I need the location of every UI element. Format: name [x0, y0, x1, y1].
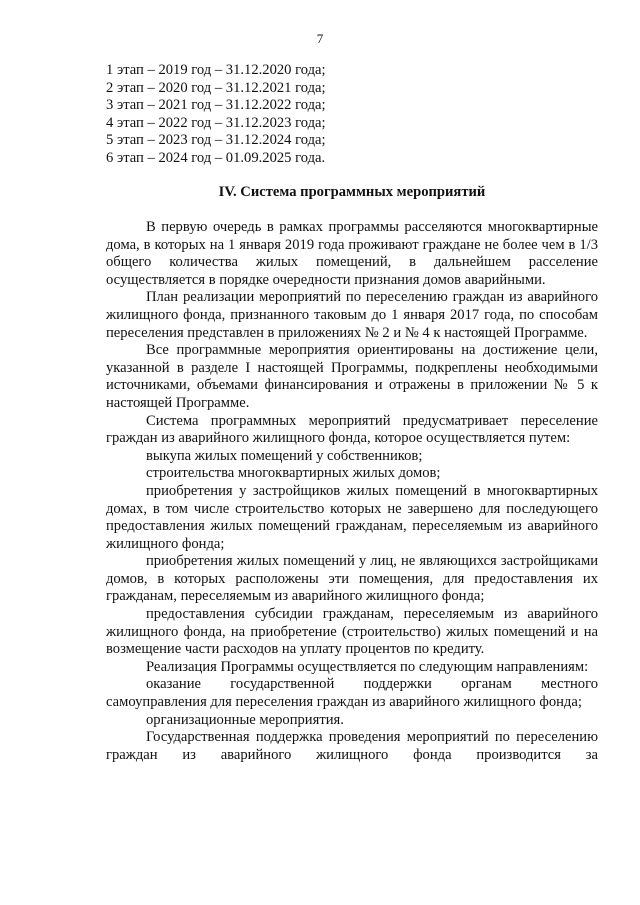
list-item: приобретения у застройщиков жилых помещений в многоквартирных домах, в том числе строительство которых не завершено для последующего предоставления жилых помещений гражданам, переселяемым из аварийного жилищного фонда;: [106, 482, 598, 552]
stage-item: 6 этап – 2024 год – 01.09.2025 года.: [106, 149, 326, 166]
paragraph: В первую очередь в рамках программы расселяются многоквартирные дома, в которых на 1 января 2019 года проживают граждане не более чем в 1/3 общего количества жилых помещений, в дальнейшем расселение осуществляется в порядке очередности признания домов аварийными.: [106, 219, 598, 288]
paragraph: Все программные мероприятия ориентированы на достижение цели, указанной в разделе I настоящей Программы, подкреплены необходимыми источниками, объемами финансирования и отражены в приложении № 5 к настоящей Программе.: [106, 342, 598, 411]
page-number: 7: [316, 31, 324, 46]
stage-list: [106, 62, 526, 168]
paragraph: Государственная поддержка проведения мероприятий по переселению граждан из аварийного жилищного фонда производится за: [106, 729, 598, 763]
list-item: предоставления субсидии гражданам, переселяемым из аварийного жилищного фонда, на приобретение (строительство) жилых помещений и на возмещение части расходов на уплату процентов по кредиту.: [106, 606, 598, 658]
stage-item: 1 этап – 2019 год – 31.12.2020 года;: [106, 62, 326, 78]
list-item: организационные мероприятия.: [146, 711, 344, 728]
section-heading: IV. Система программных мероприятий: [218, 184, 486, 200]
list-item: строительства многоквартирных жилых домов;: [146, 465, 441, 482]
paragraph: Система программных мероприятий предусматривает переселение граждан из аварийного жилищного фонда, которое осуществляется путем:: [106, 412, 598, 447]
stage-item: 3 этап – 2021 год – 31.12.2022 года;: [106, 97, 326, 114]
stage-item: 2 этап – 2020 год – 31.12.2021 года;: [106, 79, 326, 96]
list-item: оказание государственной поддержки органам местного самоуправления для переселения граждан из аварийного жилищного фонда;: [106, 676, 598, 711]
stage-item: 4 этап – 2022 год – 31.12.2023 года;: [106, 114, 326, 131]
paragraph: Реализация Программы осуществляется по следующим направлениям:: [146, 658, 589, 675]
list-item: выкупа жилых помещений у собственников;: [146, 447, 423, 464]
body-text: [106, 219, 598, 764]
stage-item: 5 этап – 2023 год – 31.12.2024 года;: [106, 132, 326, 149]
paragraph: План реализации мероприятий по переселению граждан из аварийного жилищного фонда, признанного таковым до 1 января 2017 года, по способам переселения представлен в приложениях № 2 и № 4 к настоящей Программе.: [106, 289, 598, 341]
list-item: приобретения жилых помещений у лиц, не являющихся застройщиками домов, в которых расположены эти помещения, для предоставления их гражданам, переселяемым из аварийного жилищного фонда;: [106, 553, 598, 605]
